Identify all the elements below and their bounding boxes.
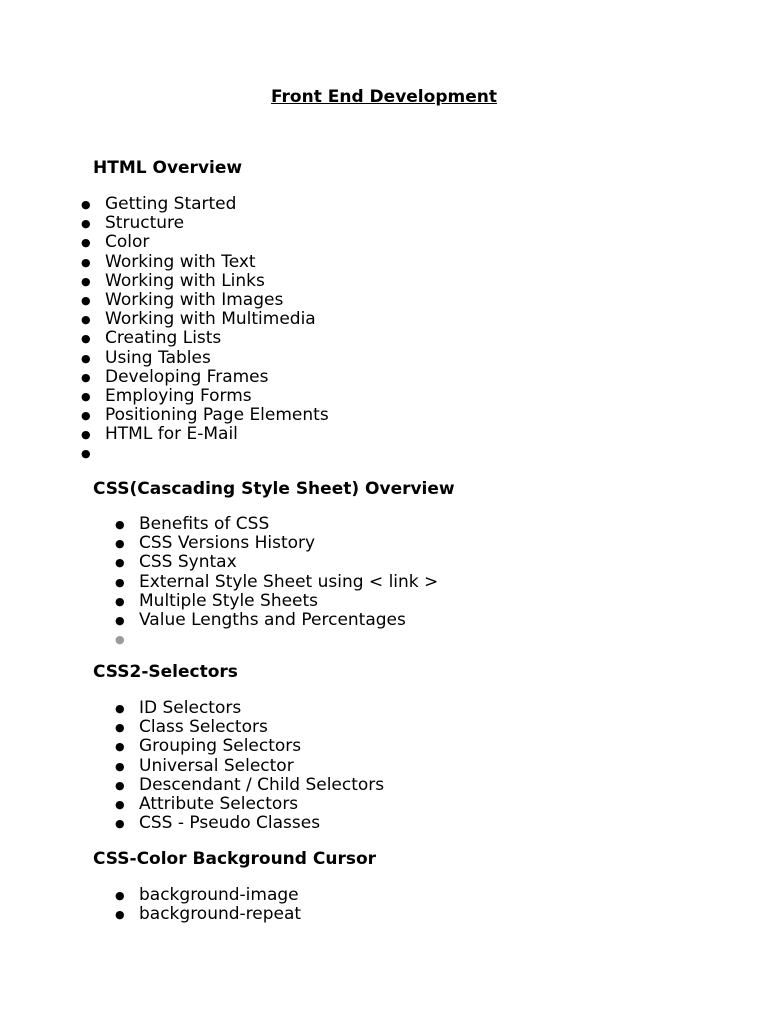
bullet-icon: ● — [81, 255, 91, 269]
list-item: ● Working with Links — [81, 270, 265, 291]
list-item: ● Using Tables — [81, 347, 211, 368]
list-item: ● background-repeat — [115, 904, 302, 925]
list-item: ● Multiple Style Sheets — [115, 590, 319, 611]
list-item — [115, 630, 438, 649]
bullet-icon: ● — [115, 778, 125, 792]
bullet-icon: ● — [81, 351, 91, 365]
list-item: ● Working with Multimedia — [81, 309, 316, 330]
bullet-icon: ● — [115, 759, 125, 773]
bullet-icon: ● — [115, 518, 125, 531]
bullet-icon: ● — [81, 428, 91, 442]
list-item: ● Attribute Selectors — [115, 793, 299, 814]
section-heading-css-color-background-cursor: CSS-Color Background Cursor — [93, 849, 377, 869]
list-item: ● Universal Selector — [115, 755, 294, 776]
list-item: ● CSS - Pseudo Classes — [115, 813, 321, 834]
list-item: ● Class Selectors — [115, 717, 268, 738]
list-item: ● CSS Versions History — [115, 533, 316, 554]
bullet-icon: ● — [115, 537, 125, 551]
css-overview-list — [115, 514, 439, 649]
bullet-icon: ● — [115, 889, 125, 902]
list-item: ● CSS Syntax — [115, 552, 237, 573]
bullet-icon: ● — [81, 217, 91, 231]
list-item: ● Descendant / Child Selectors — [115, 774, 385, 795]
bullet-icon: ● — [115, 613, 125, 627]
list-item: ● Developing Frames — [81, 366, 269, 387]
bullet-icon: ● — [81, 313, 91, 327]
list-item: ● Working with Images — [81, 289, 284, 310]
bullet-icon: ● — [81, 236, 91, 250]
bullet-icon: ● — [81, 332, 91, 346]
list-item: ● External Style Sheet using < link > — [115, 571, 439, 592]
document-title: Front End Development — [271, 87, 497, 107]
list-item: ● Benefits of CSS — [115, 514, 270, 534]
css2-selectors-list — [115, 698, 385, 834]
list-item: ● Structure — [81, 213, 185, 234]
bullet-icon: ● — [81, 389, 91, 403]
section-heading-html-overview: HTML Overview — [93, 158, 243, 178]
bullet-icon: ● — [81, 409, 91, 423]
list-item: ● Positioning Page Elements — [81, 405, 329, 426]
bullet-icon: ● — [81, 447, 91, 461]
bullet-icon: ● — [81, 370, 91, 384]
bullet-icon: ● — [115, 702, 125, 715]
list-item: ● Value Lengths and Percentages — [115, 609, 406, 630]
bullet-icon: ● — [115, 721, 125, 735]
bullet-icon: ● — [115, 556, 125, 570]
bullet-icon: ● — [115, 817, 125, 831]
bullet-icon: ● — [81, 198, 91, 211]
bullet-icon: ● — [115, 594, 125, 608]
bullet-icon: ● — [115, 575, 125, 589]
section-heading-css-overview: CSS(Cascading Style Sheet) Overview — [93, 479, 455, 499]
list-item — [81, 444, 329, 463]
list-item: ● Getting Started — [81, 194, 237, 214]
list-item: ● Working with Text — [81, 251, 256, 272]
section-heading-css2-selectors: CSS2-Selectors — [93, 662, 238, 682]
list-item: ● background-image — [115, 885, 299, 905]
list-item: ● Grouping Selectors — [115, 736, 302, 757]
list-item: ● Employing Forms — [81, 385, 252, 406]
list-item: ● Color — [81, 232, 150, 253]
bullet-icon: ● — [115, 633, 125, 647]
bullet-icon: ● — [81, 274, 91, 288]
bullet-icon: ● — [115, 908, 125, 922]
html-overview-list — [81, 194, 329, 464]
bullet-icon: ● — [115, 740, 125, 754]
bullet-icon: ● — [81, 293, 91, 307]
css-color-background-list — [115, 885, 302, 925]
bullet-icon: ● — [115, 797, 125, 811]
list-item: ● ID Selectors — [115, 698, 242, 718]
list-item: ● Creating Lists — [81, 328, 222, 349]
list-item: ● HTML for E-Mail — [81, 424, 238, 445]
